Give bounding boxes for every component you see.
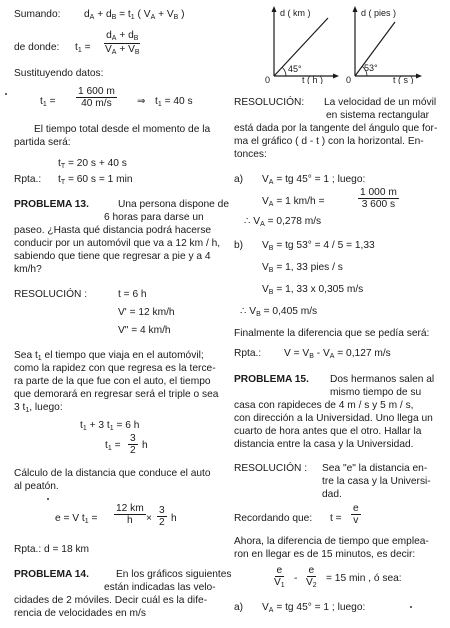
frac-e-over-v: $\frac{e}{v}$ xyxy=(353,503,359,527)
eq-t1-unit: h xyxy=(142,440,148,451)
r13-v1: V' = 12 km/h xyxy=(118,307,175,318)
eq-minus: - xyxy=(294,573,298,584)
rpta-14-label: Rpta.: xyxy=(234,348,262,359)
item-a2-label: a) xyxy=(234,602,244,613)
frac-t1: $\frac{d_A + d_B}{V_A + V_B}$ xyxy=(105,30,140,56)
p13-line3: paseo. ¿Hasta qué distancia podrá hacerse xyxy=(14,225,212,236)
problem-15-title: PROBLEMA 15. xyxy=(234,374,309,385)
p14-line4: rencia de velocidades en m/s xyxy=(14,608,146,619)
print-speck-2 xyxy=(410,606,412,608)
r13-v2: V" = 4 km/h xyxy=(118,325,171,336)
eq-t1: $t_1$ = xyxy=(75,42,91,54)
s-line5: 3 $t_1$, luego: xyxy=(14,402,63,414)
item-a-label: a) xyxy=(234,174,244,185)
p13-line5: sabiendo que tiene que regresar a pie y a 4 xyxy=(14,251,211,262)
label-sumando: Sumando: xyxy=(14,9,61,20)
final-line1: Finalmente la diferencia que se pedía será: xyxy=(234,328,430,339)
b-vb-pies: $V_B = 1$, 33 pies / s xyxy=(262,262,343,274)
g2-x-label: t ( s ) xyxy=(393,75,414,84)
p15-line6: distancia entre la casa y la Universidad. xyxy=(234,439,414,450)
p15-line3: casa con rapideces de 4 m / s y 5 m / s, xyxy=(234,400,414,411)
p15-line2: mismo tiempo de su xyxy=(330,387,422,398)
g1-x-label: t ( h ) xyxy=(302,75,324,84)
p15-line5: cuarto de hora antes que el otro. Hallar la xyxy=(234,426,422,437)
rec-t-eq: t = xyxy=(330,513,342,524)
eq-15min: = 15 min , ó sea: xyxy=(326,573,402,584)
frac-e-v2: $\frac{e}{V_2}$ xyxy=(306,565,317,590)
p13-line2: 6 horas para darse un xyxy=(104,212,204,223)
a-va-km-h: $V_A = 1$ km/h = xyxy=(262,196,325,208)
resolucion-15-title: RESOLUCIÓN : xyxy=(234,463,308,474)
r14-line2: en sistema rectangular xyxy=(326,110,430,121)
r15-line3: dad. xyxy=(322,489,342,500)
r15-line2: tre la casa y la Universi- xyxy=(322,476,431,487)
graph-distance-km-vs-time-h xyxy=(262,4,342,84)
frac-subst: $\frac{1 600 m}{40 m/s}$ xyxy=(78,86,115,110)
g2-origin: 0 xyxy=(346,75,352,84)
label-de-donde: de donde: xyxy=(14,42,60,53)
r15-line1: Sea "e" la distancia en- xyxy=(322,463,428,474)
g2-y-label: d ( pies ) xyxy=(361,8,397,18)
print-speck xyxy=(47,498,49,500)
g2-angle-label: 53° xyxy=(364,63,378,73)
s-line1: Sea $t_1$ el tiempo que viaja en el automóvil; xyxy=(14,350,204,362)
g2-y-arrow xyxy=(353,6,358,12)
b-vb-result: ∴ $V_B = 0,405$ m/s xyxy=(240,306,318,318)
calc-line1: Cálculo de la distancia que conduce el auto xyxy=(14,468,211,479)
frac-three-halves: $\frac{3}{2}$ xyxy=(130,433,136,457)
p15-line1: Dos hermanos salen al xyxy=(330,374,435,385)
resolucion-14-title: RESOLUCIÓN: xyxy=(234,97,305,108)
eq-e-lhs: e = V $t_1$ = xyxy=(55,513,98,525)
p15-line4: con dirección a la Universidad. Uno llega un xyxy=(234,413,433,424)
ahora-line2: ron en llegar es de 15 minutos, es decir: xyxy=(234,549,416,560)
label-sustituyendo: Sustituyendo datos: xyxy=(14,68,104,79)
implies-arrow: ⇒ xyxy=(137,96,146,107)
item-b-label: b) xyxy=(234,240,244,251)
frac-three-halves-2: $\frac{3}{2}$ xyxy=(159,505,165,529)
p14-line2: están indicadas las velo- xyxy=(104,582,216,593)
p13-line6: km/h? xyxy=(14,264,42,275)
eq-t1-frac-lhs: $t_1$ = xyxy=(105,440,121,452)
frac-km-h: $\frac{12 km}{h}$ xyxy=(116,503,144,527)
eq-t1-subst: $t_1$ = xyxy=(40,96,56,108)
g1-angle-label: 45° xyxy=(288,64,302,74)
eq-e-unit: h xyxy=(171,513,177,524)
recordando-label: Recordando que: xyxy=(234,513,313,524)
problem-13-title: PROBLEMA 13. xyxy=(14,199,89,210)
g2-x-arrow xyxy=(416,74,422,79)
ahora-line1: Ahora, la diferencia de tiempo que emplea- xyxy=(234,536,429,547)
rpta-13: Rpta.: d = 18 km xyxy=(14,544,90,555)
eq-sum-part1: $d_A + d_B = t_1$ ( $V_A + V_B$ ) xyxy=(84,9,185,21)
eq-t1-sum: $t_1 + 3$ $t_1 = 6$ h xyxy=(80,420,140,432)
r13-t: t = 6 h xyxy=(118,289,147,300)
rpta-label-1: Rpta.: xyxy=(14,174,42,185)
a-va-tg: $V_A$ = tg 45° = 1 ; luego: xyxy=(262,174,366,186)
r14-line4: ma el gráfico ( d - t ) con la horizontal. En- xyxy=(234,136,424,147)
r14-line3: está dada por la tangente del ángulo que for- xyxy=(234,123,438,134)
r14-line1: La velocidad de un móvil xyxy=(324,97,437,108)
calc-line2: al peatón. xyxy=(14,481,59,492)
g1-angle-arc xyxy=(283,68,287,76)
margin-speck xyxy=(5,93,7,95)
s-line2: como la rapidez con que regresa es la terce- xyxy=(14,363,216,374)
g1-y-arrow xyxy=(272,6,277,12)
g1-origin: 0 xyxy=(265,75,271,84)
frac-e-v1: $\frac{e}{V_1}$ xyxy=(274,565,285,590)
a-va-result: ∴ $V_A = 0,278$ m/s xyxy=(244,216,322,228)
p13-line1: Una persona dispone de xyxy=(118,199,230,210)
p13-line4: conducir por un automóvil que va a 12 km / h, xyxy=(14,238,221,249)
para-total-1: El tiempo total desde el momento de la xyxy=(34,124,211,135)
g1-y-label: d ( km ) xyxy=(280,8,311,18)
rpta-14-eq: $V = V_B - V_A = 0,127$ m/s xyxy=(284,348,391,360)
b-vb-conv: $V_B = 1$, 33 x 0,305 m/s xyxy=(262,284,364,296)
s-line3: ra parte de la que fue con el auto, el tiempo xyxy=(14,376,211,387)
eq-tt2: $t_T = 60$ s = 1 min xyxy=(58,174,133,186)
p14-line3: cidades de 2 móviles. Decir cuál es la dife- xyxy=(14,595,208,606)
graph-distance-pies-vs-time-s xyxy=(345,4,427,84)
s-line4: que demorará en regresar será el triple o sea xyxy=(14,389,219,400)
g1-x-arrow xyxy=(333,74,339,79)
b-vb-tg: $V_B$ = tg 53° = 4 / 5 = 1,33 xyxy=(262,240,375,252)
a2-va-tg: $V_A$ = tg 45° = 1 ; luego: xyxy=(262,602,366,614)
r14-line5: tonces: xyxy=(234,149,267,160)
times-sign: × xyxy=(146,513,152,524)
para-total-2: partida será: xyxy=(14,137,71,148)
p14-line1: En los gráficos siguientes xyxy=(116,569,232,580)
eq-t1-result: $t_1 = 40$ s xyxy=(155,96,193,108)
eq-tt1: $t_T = 20$ s + 40 s xyxy=(58,158,127,170)
resolucion-13-title: RESOLUCIÓN : xyxy=(14,289,88,300)
frac-m-per-s: $\frac{1 000 m}{3 600 s}$ xyxy=(360,187,397,211)
problem-14-title: PROBLEMA 14. xyxy=(14,569,89,580)
